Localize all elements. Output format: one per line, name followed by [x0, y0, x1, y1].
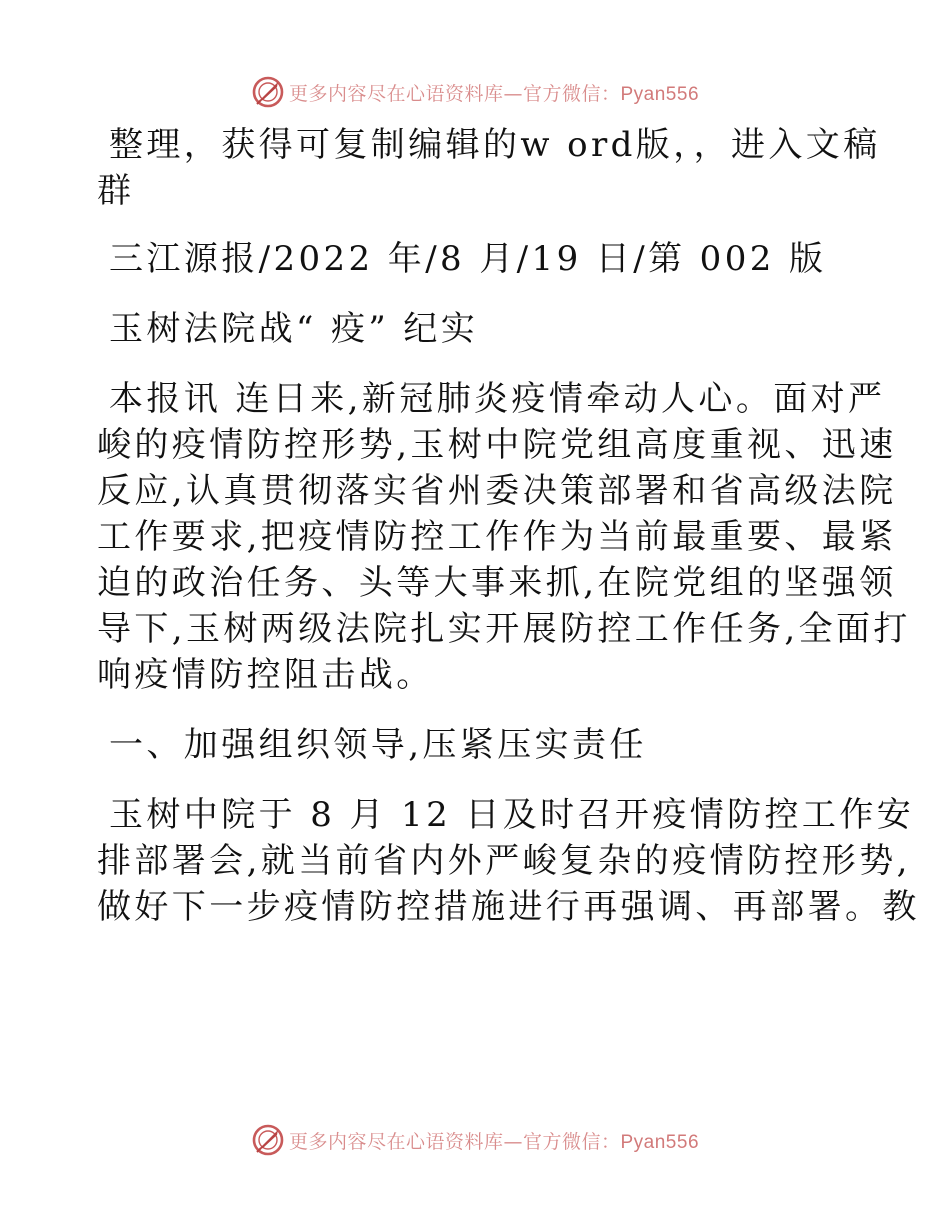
paragraph-line: 玉树中院于 8 月 12 日及时召开疫情防控工作安 — [109, 795, 915, 835]
dateline — [97, 236, 857, 282]
paragraph-line: 工作要求,把疫情防控工作作为当前最重要、最紧 — [97, 517, 897, 557]
paragraph-line: 本报讯 连日来,新冠肺炎疫情牵动人心。面对严 — [109, 379, 886, 419]
dateline-text: 三江源报/2022 年/8 月/19 日/第 002 版 — [109, 239, 827, 279]
section-heading-text: 一、加强组织领导,压紧压实责任 — [109, 725, 647, 765]
paragraph-line: 反应,认真贯彻落实省州委决策部署和省高级法院 — [97, 471, 897, 511]
header-watermark — [0, 72, 950, 112]
paragraph-line: 排部署会,就当前省内外严峻复杂的疫情防控形势, — [97, 841, 911, 881]
quill-seal-icon — [251, 75, 285, 109]
section-heading — [97, 722, 857, 768]
paragraph-line: 迫的政治任务、头等大事来抓,在院党组的坚强领 — [97, 563, 897, 603]
lead-paragraph — [97, 376, 911, 698]
paragraph-line: 响疫情防控阻击战。 — [97, 655, 434, 695]
quill-seal-icon — [251, 1123, 285, 1157]
watermark-text: 更多内容尽在心语资料库—官方微信： — [288, 1130, 621, 1153]
document-body — [97, 122, 920, 954]
headline — [97, 306, 857, 352]
paragraph-line: 峻的疫情防控形势,玉树中院党组高度重视、迅速 — [97, 425, 897, 465]
watermark-text: 更多内容尽在心语资料库—官方微信： — [288, 82, 621, 105]
intro-line: 群 — [97, 171, 135, 211]
intro-paragraph — [97, 122, 881, 214]
paragraph-line: 导下,玉树两级法院扎实开展防控工作任务,全面打 — [97, 609, 911, 649]
paragraph-line: 做好下一步疫情防控措施进行再强调、再部署。教 — [97, 887, 920, 927]
footer-watermark — [0, 1120, 950, 1160]
watermark-wechat-id: Pyan556 — [620, 1131, 700, 1153]
intro-line: 整理，获得可复制编辑的w ord版，，进入文稿 — [109, 125, 881, 165]
watermark-wechat-id: Pyan556 — [620, 83, 700, 105]
headline-text: 玉树法院战“ 疫” 纪实 — [109, 309, 479, 349]
section-paragraph — [97, 792, 920, 930]
